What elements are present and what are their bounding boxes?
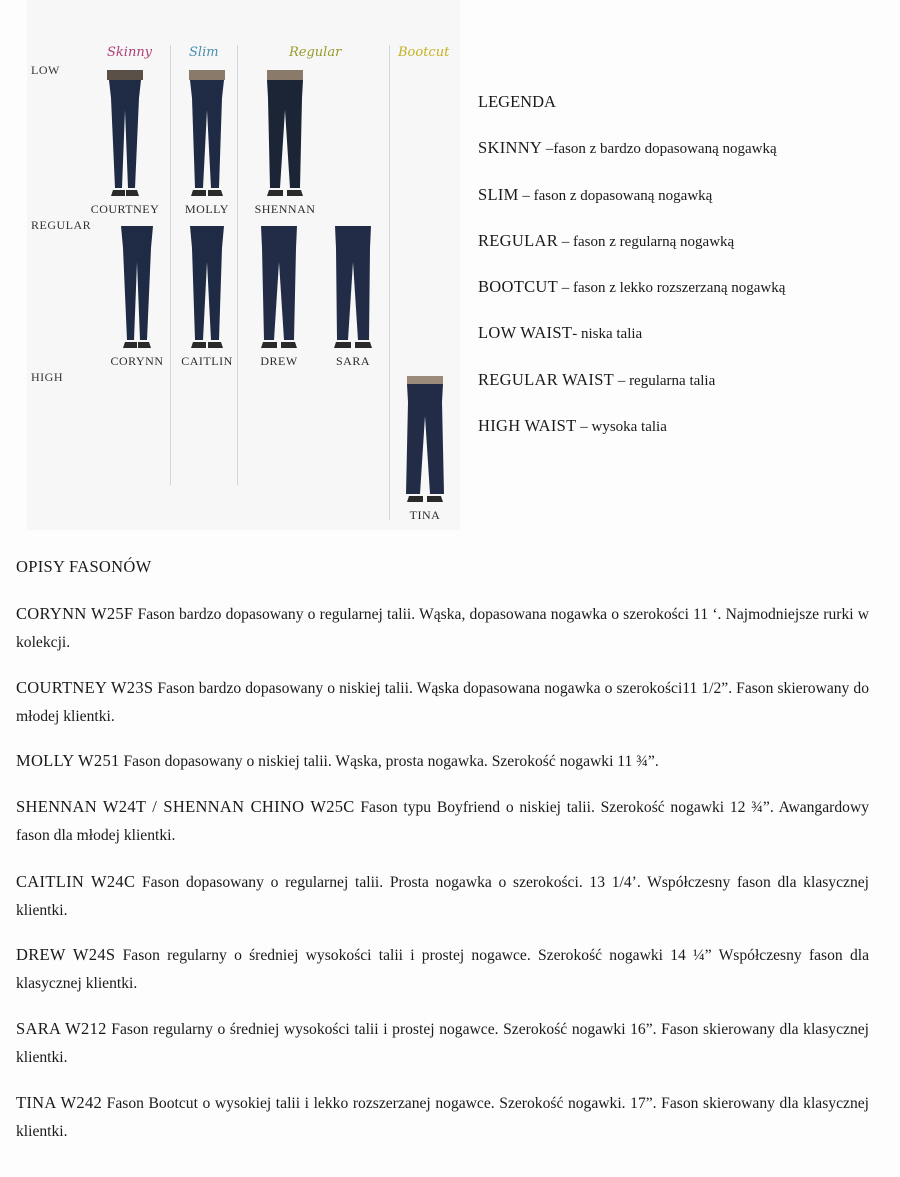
legend-item [478,185,888,231]
legend-item [478,370,888,416]
jeans-regular-sara-image [323,222,383,352]
fit-text: Fason regularny o średniej wysokości talii i prostej nogawce. Szerokość nogawki 14 ¼” Współczesny fason dla klasycznej klientki. [16,947,869,992]
section-title: OPISY FASONÓW [16,557,152,576]
legend-desc: - niska talia [572,326,643,343]
legend-desc: – fason z lekko rozszerzaną nogawką [558,280,786,297]
fit-description [16,747,869,776]
column-separator [170,45,171,485]
legend-item [478,277,888,323]
legend-term: SLIM [478,184,519,204]
legend-item [478,138,888,184]
jean-label-sara: SARA [335,354,371,368]
jean-label-courtney: COURTNEY [90,202,160,216]
legend-desc: – fason z dopasowaną nogawką [518,187,713,204]
fit-description [16,868,869,925]
legend-desc: – wysoka talia [576,419,667,436]
legend [478,92,888,462]
jean-figure [90,70,160,216]
legend-item [478,416,888,462]
column-separator [237,45,238,485]
fit-code: MOLLY W251 [16,751,120,770]
legend-desc: –fason z bardzo dopasowaną nogawką [542,141,777,158]
jeans-fit-chart [27,0,460,530]
fit-code: DREW W24S [16,945,116,964]
jeans-regular-drew-image [249,222,309,352]
jean-figure [177,222,237,368]
column-header-regular: Regular [289,45,342,60]
jean-figure [177,70,237,216]
jean-label-molly: MOLLY [185,202,229,216]
jeans-skinny-low-image [95,70,155,200]
jean-figure [323,222,383,368]
fit-code: CORYNN W25F [16,604,134,623]
fit-code: SHENNAN W24T / SHENNAN CHINO W25C [16,797,355,816]
jean-label-caitlin: CAITLIN [181,354,233,368]
legend-term: REGULAR [478,230,559,250]
fit-description [16,600,869,657]
legend-desc: – fason z regularną nogawką [558,233,735,250]
fit-description [16,1015,869,1072]
jeans-slim-regular-image [177,222,237,352]
fit-description [16,941,869,998]
legend-title: LEGENDA [478,92,556,111]
fit-code: CAITLIN W24C [16,872,136,891]
column-separator [389,45,390,520]
jean-label-shennan: SHENNAN [254,202,316,216]
legend-term: SKINNY [478,138,543,158]
row-header-regular: REGULAR [31,218,92,232]
jean-label-tina: TINA [409,508,441,522]
fit-description [16,674,869,731]
fit-code: TINA W242 [16,1093,103,1112]
jean-figure [254,70,316,216]
fit-description [16,793,869,850]
fit-text: Fason regularny o średniej wysokości talii i prostej nogawce. Szerokość nogawki 16”. Fason skierowany dla klasycznej klientki. [16,1021,869,1066]
row-header-low: LOW [31,63,60,77]
fit-text: Fason typu Boyfriend o niskiej talii. Szerokość nogawki 12 ¾”. Awangardowy fason dla młodej klientki. [16,799,869,844]
legend-term: REGULAR WAIST [478,369,615,389]
fit-text: Fason dopasowany o niskiej talii. Wąska, prosta nogawka. Szerokość nogawki 11 ¾”. [119,753,659,770]
row-header-high: HIGH [31,370,63,384]
fit-text: Fason dopasowany o regularnej talii. Prosta nogawka o szerokości. 13 1/4’. Współczesny fason dla klasycznej klientki. [16,874,869,919]
legend-item [478,323,888,369]
column-header-skinny: Skinny [107,45,153,60]
fit-code: SARA W212 [16,1019,107,1038]
jean-label-drew: DREW [260,354,298,368]
jean-label-corynn: CORYNN [110,354,164,368]
fit-description [16,1089,869,1146]
jeans-bootcut-high-image [395,376,455,506]
legend-desc: – regularna talia [614,372,716,389]
column-header-slim: Slim [189,45,219,60]
fit-text: Fason bardzo dopasowany o niskiej talii. Wąska dopasowana nogawka o szerokości11 1/2”. Fason skierowany do młodej klientki. [16,680,869,725]
legend-term: LOW WAIST [478,323,573,343]
fit-code: COURTNEY W23S [16,678,154,697]
column-header-bootcut: Bootcut [398,45,450,60]
legend-term: BOOTCUT [478,277,559,297]
jean-figure [249,222,309,368]
jeans-regular-low-image [255,70,315,200]
jeans-slim-low-image [177,70,237,200]
fit-text: Fason Bootcut o wysokiej talii i lekko rozszerzanej nogawce. Szerokość nogawki. 17”. Fason skierowany dla klasycznej klientki. [16,1095,869,1140]
legend-term: HIGH WAIST [478,416,577,436]
jean-figure [395,376,455,522]
jean-figure [107,222,167,368]
jeans-skinny-regular-image [107,222,167,352]
legend-item [478,231,888,277]
fit-text: Fason bardzo dopasowany o regularnej talii. Wąska, dopasowana nogawka o szerokości 11 ‘. Najmodniejsze rurki w kolekcji. [16,606,869,651]
